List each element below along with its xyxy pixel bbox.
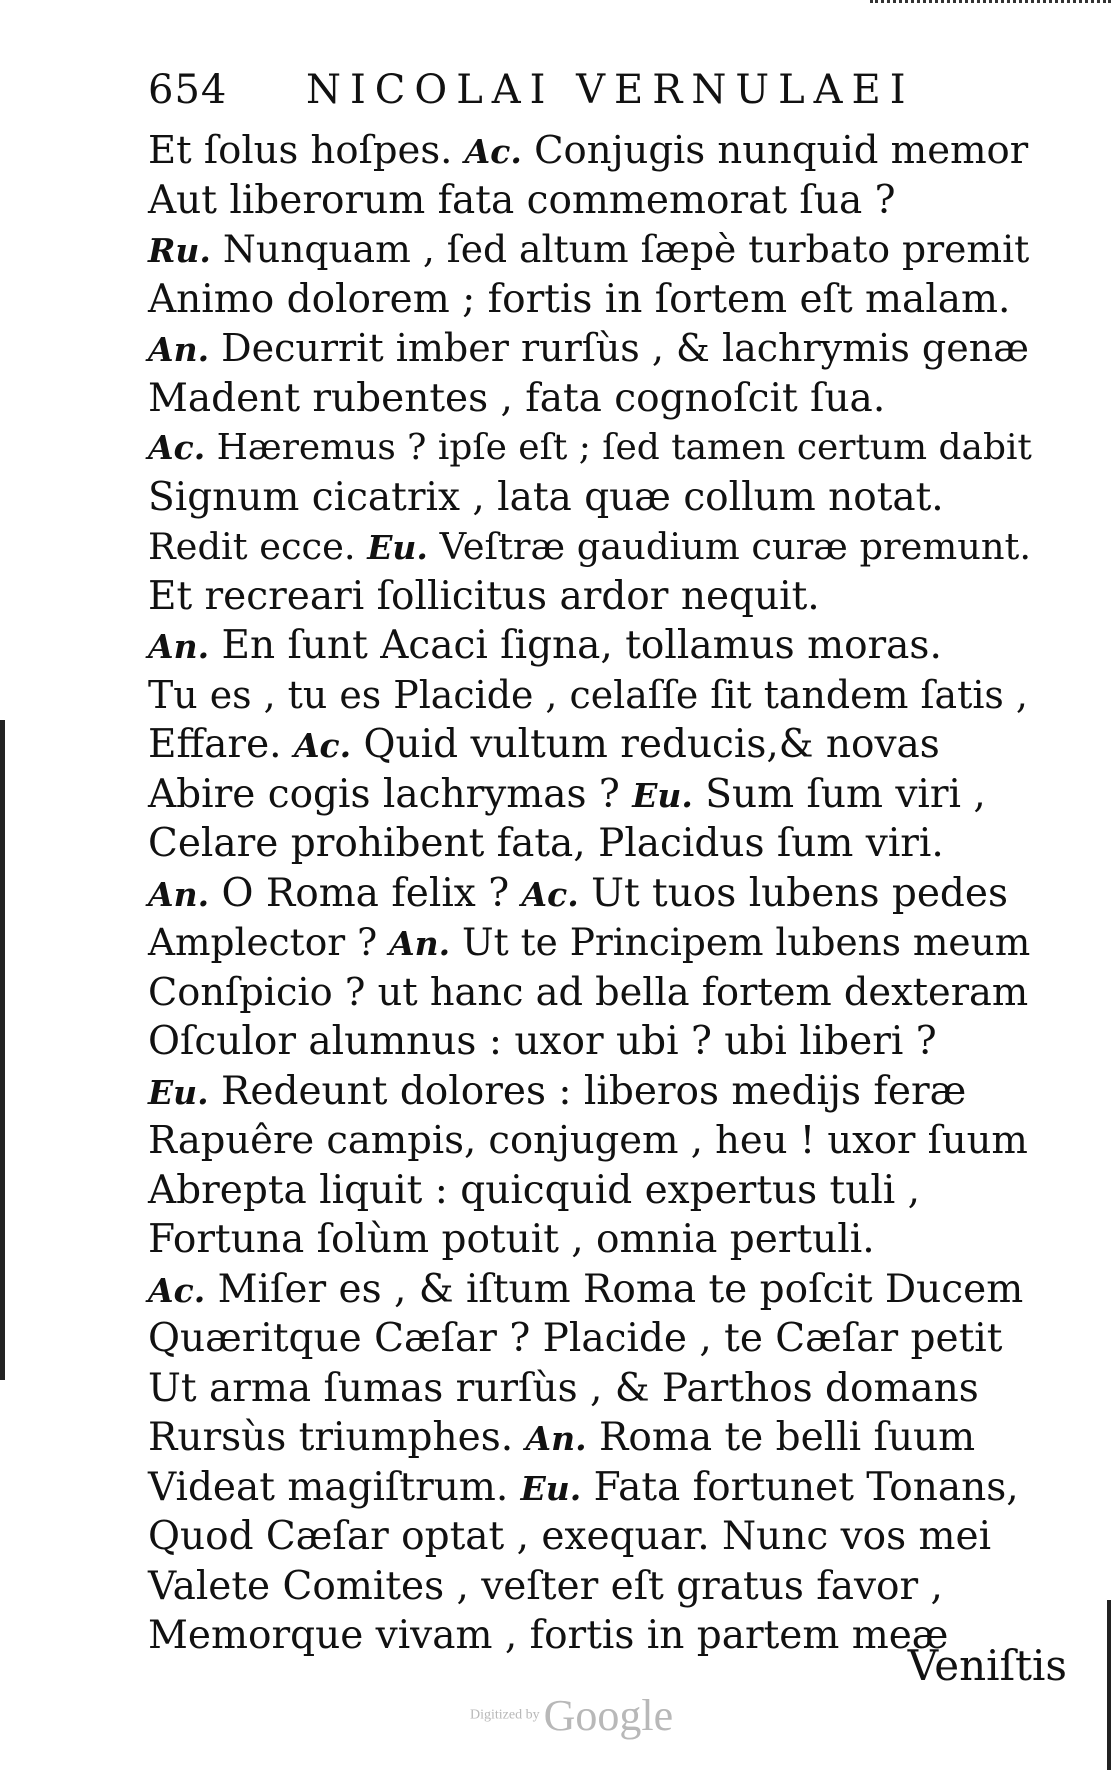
speaker-abbr: Ac. bbox=[464, 132, 522, 171]
verse-text: Videat magiſtrum. bbox=[148, 1464, 521, 1510]
verse-text: Amplector ? bbox=[148, 920, 390, 964]
verse-text: Conjugis nunquid memor bbox=[521, 128, 1029, 173]
verse-text: Signum cicatrix , lata quæ collum notat. bbox=[148, 474, 944, 520]
verse-text: Madent rubentes , fata cognoſcit ſua. bbox=[148, 375, 886, 421]
speaker-abbr: Ac. bbox=[148, 428, 206, 467]
verse-line bbox=[148, 275, 1028, 325]
verse-text: Abire cogis lachrymas ? bbox=[148, 771, 633, 817]
verse-text: Fortuna ſolùm potuit , omnia pertuli. bbox=[148, 1217, 875, 1262]
verse-line bbox=[148, 819, 1028, 869]
page-edge-left bbox=[0, 720, 5, 1380]
verse-text: Ut arma ſumas rurſùs , & Parthos domans bbox=[148, 1365, 979, 1411]
verse-line bbox=[148, 770, 1028, 820]
verse-text: Rapuêre campis, conjugem , heu ! uxor ſuum bbox=[148, 1118, 1028, 1163]
verse-text: Hæremus ? ipſe eſt ; ſed tamen certum dabit bbox=[205, 427, 1032, 468]
page-edge-right bbox=[1107, 1600, 1111, 1770]
verse-line bbox=[148, 720, 1028, 770]
verse-line bbox=[148, 1611, 1028, 1661]
verse-text: Valete Comites , veſter eſt gratus favor , bbox=[148, 1563, 943, 1609]
verse-text: Conſpicio ? ut hanc ad bella fortem dexteram bbox=[148, 969, 1029, 1015]
verse-line bbox=[148, 522, 1032, 572]
catchword: Veniſtis bbox=[907, 1641, 1067, 1690]
speaker-abbr: An. bbox=[148, 627, 210, 666]
verse-text: Et ſolus hoſpes. bbox=[148, 128, 465, 173]
verse-line bbox=[148, 126, 1028, 176]
verse-line bbox=[148, 1512, 1028, 1562]
verse-text: Quid vultum reducis,& novas bbox=[351, 722, 940, 767]
verse-text: O Roma felix ? bbox=[209, 870, 522, 916]
verse-line bbox=[148, 1215, 1028, 1265]
verse-line bbox=[148, 1166, 1028, 1216]
verse-line bbox=[148, 1067, 1028, 1117]
verse-line bbox=[148, 1413, 1028, 1463]
verse-text: Nunquam , ſed altum ſæpè turbato premit bbox=[210, 227, 1030, 271]
watermark-prefix: Digitized by bbox=[470, 1707, 540, 1723]
verse-line bbox=[148, 1265, 1028, 1315]
verse-text: Abrepta liquit : quicquid expertus tuli , bbox=[148, 1167, 921, 1213]
speaker-abbr: Ac. bbox=[148, 1270, 206, 1310]
verse-text: Et recreari ſollicitus ardor nequit. bbox=[148, 573, 820, 619]
verse-line bbox=[148, 1463, 1028, 1513]
verse-text: Miſer es , & iſtum Roma te poſcit Ducem bbox=[205, 1266, 1024, 1312]
verse-line bbox=[148, 621, 1028, 671]
verse-line bbox=[148, 1364, 1028, 1414]
verse-text: Sum ſum viri , bbox=[692, 771, 986, 817]
verse-line bbox=[148, 572, 1028, 622]
speaker-abbr: Eu. bbox=[367, 528, 428, 567]
verse-text: En ſunt Acaci ſigna, tollamus moras. bbox=[209, 623, 942, 668]
verse-text: Decurrit imber rurſùs , & lachrymis genæ bbox=[209, 326, 1029, 370]
verse-text: Fata fortunet Tonans, bbox=[581, 1464, 1019, 1510]
verse-text: Roma te belli ſuum bbox=[586, 1415, 976, 1460]
text-body bbox=[148, 126, 1032, 1661]
verse-text: Rursùs triumphes. bbox=[148, 1415, 526, 1460]
verse-text: Ut tuos lubens pedes bbox=[578, 870, 1008, 916]
speaker-abbr: Ac. bbox=[293, 726, 352, 765]
verse-text: Quod Cæſar optat , exequar. Nunc vos mei bbox=[148, 1514, 992, 1559]
speaker-abbr: Ac. bbox=[521, 874, 579, 914]
verse-text: Quæritque Cæſar ? Placide , te Cæſar petit bbox=[148, 1316, 1003, 1361]
page-edge-top bbox=[870, 0, 1111, 11]
verse-text: Memorque vivam , fortis in partem meæ bbox=[148, 1613, 949, 1658]
digitized-watermark bbox=[470, 1690, 673, 1741]
verse-line bbox=[148, 968, 1028, 1018]
verse-line bbox=[148, 374, 1028, 424]
verse-line bbox=[148, 225, 1028, 275]
google-logo: Google bbox=[543, 1691, 674, 1740]
page-header bbox=[148, 60, 948, 120]
verse-text: Redeunt dolores : liberos medijs feræ bbox=[208, 1068, 967, 1114]
verse-line bbox=[148, 1017, 1028, 1067]
page-number: 654 bbox=[148, 67, 228, 113]
verse-line bbox=[148, 1562, 1028, 1612]
verse-line bbox=[148, 176, 1028, 226]
verse-text: Celare prohibent fata, Placidus ſum viri. bbox=[148, 821, 944, 866]
verse-line bbox=[148, 1314, 1028, 1364]
speaker-abbr: Eu. bbox=[520, 1468, 582, 1508]
speaker-abbr: An. bbox=[525, 1419, 587, 1458]
verse-line bbox=[148, 423, 1032, 473]
speaker-abbr: An. bbox=[389, 924, 451, 963]
verse-text: Ut te Principem lubens meum bbox=[450, 920, 1031, 964]
verse-line bbox=[148, 918, 1031, 968]
speaker-abbr: An. bbox=[148, 330, 210, 369]
verse-text: Animo dolorem ; fortis in ſortem eſt malam. bbox=[148, 276, 1011, 322]
verse-text: Aut liberorum fata commemorat ſua ? bbox=[148, 177, 896, 223]
verse-line bbox=[148, 324, 1028, 374]
speaker-abbr: Eu. bbox=[148, 1072, 209, 1112]
verse-line bbox=[148, 671, 1028, 721]
speaker-abbr: Ru. bbox=[148, 231, 211, 270]
running-title: NICOLAI VERNULAEI bbox=[306, 67, 915, 113]
verse-line bbox=[148, 473, 1028, 523]
verse-text: Effare. bbox=[148, 722, 294, 767]
verse-text: Tu es , tu es Placide , celaſſe ſit tandem ſatis , bbox=[148, 672, 1028, 717]
speaker-abbr: An. bbox=[148, 874, 210, 914]
verse-line bbox=[148, 869, 1028, 919]
verse-text: Redit ecce. bbox=[148, 525, 368, 568]
verse-text: Oſculor alumnus : uxor ubi ? ubi liberi ? bbox=[148, 1019, 937, 1064]
verse-text: Veſtræ gaudium curæ premunt. bbox=[427, 525, 1032, 568]
verse-line bbox=[148, 1116, 1028, 1166]
speaker-abbr: Eu. bbox=[632, 775, 693, 815]
